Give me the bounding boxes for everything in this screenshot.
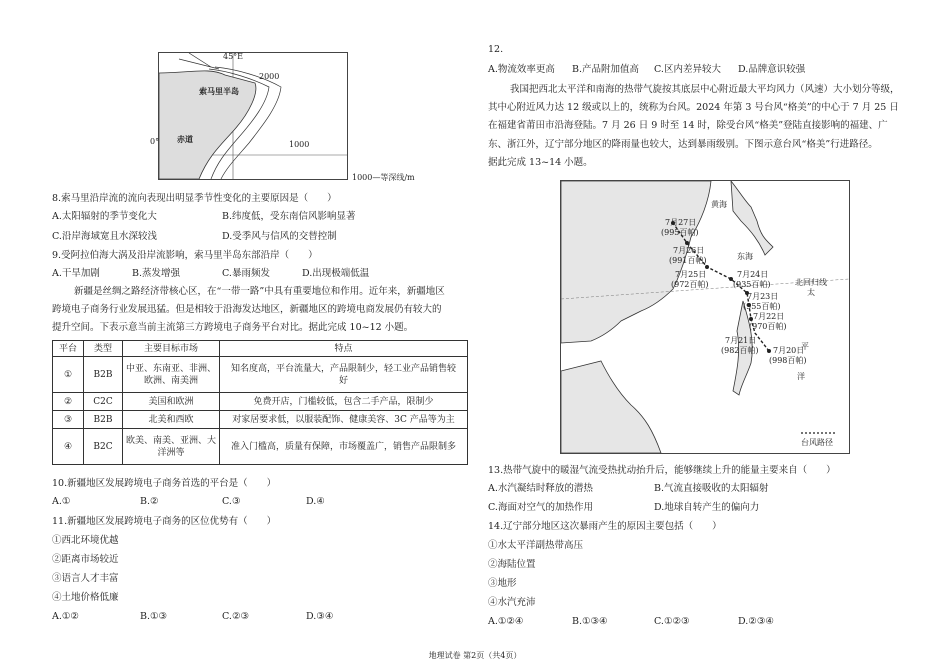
- q11-option-a[interactable]: A.①②: [52, 611, 79, 622]
- q14-option-a[interactable]: A.①②④: [488, 616, 524, 627]
- q11-option-b[interactable]: B.①③: [140, 611, 168, 622]
- q12-option-c[interactable]: C.区内差异较大: [654, 64, 721, 75]
- passage2-line3: 在福建省莆田市沿海登陆。7 月 26 日 9 时至 14 时，除受台风“格美”登陆直接影响的福建、广: [488, 120, 888, 131]
- q10-option-d[interactable]: D.④: [306, 496, 325, 507]
- korea-japan: [731, 181, 773, 255]
- row4-type: B2C: [84, 429, 123, 465]
- q9-option-d[interactable]: D.出现极端低温: [302, 268, 370, 279]
- header-type: 类型: [84, 341, 123, 357]
- label-0722: 7月22日: [753, 312, 785, 321]
- q10-option-c[interactable]: C.③: [222, 496, 241, 507]
- row1-feat-line2: 好: [338, 375, 348, 386]
- somali-map-svg: [159, 53, 347, 179]
- page-footer: 地理试卷 第2页（共4页）: [428, 651, 522, 660]
- table-row: [53, 411, 468, 429]
- header-market: 主要目标市场: [123, 341, 220, 357]
- q11-option-d[interactable]: D.③④: [306, 611, 334, 622]
- label-east-sea: 东海: [737, 252, 753, 261]
- row4-market-line2: 洋洲等: [157, 447, 185, 458]
- label-0721: 7月21日: [725, 336, 757, 345]
- q13-option-b[interactable]: B.气流直接吸收的太阳辐射: [654, 483, 769, 494]
- row1-market: [123, 357, 220, 393]
- pos-0720: [767, 349, 771, 353]
- q11-statement-3: ③语言人才丰富: [52, 573, 119, 584]
- indochina: [561, 361, 661, 453]
- label-0721-p: (982百帕): [721, 346, 759, 355]
- label-ocean-2: 平: [801, 342, 809, 351]
- row1-market-line2: 欧洲、南美洲: [143, 375, 198, 386]
- q14-statement-2: ②海陆位置: [488, 559, 536, 570]
- q14-statement-1: ①水太平洋副热带高压: [488, 540, 584, 551]
- row4-market-line1: 欧美、南美、亚洲、大: [126, 435, 217, 446]
- row3-type: B2B: [84, 411, 123, 429]
- q8-option-c[interactable]: C.沿岸海域宽且水深较浅: [52, 231, 157, 242]
- equator-label: 赤道: [177, 134, 193, 144]
- row2-id: ②: [53, 393, 84, 411]
- somali-current-map: [158, 52, 348, 180]
- q9-option-a[interactable]: A.干旱加剧: [52, 268, 100, 279]
- q8-option-b[interactable]: B.纬度低，受东南信风影响显著: [222, 211, 356, 222]
- row2-features: 免费开店，门槛较低，包含二手产品，限制少: [220, 393, 468, 411]
- q9-option-b[interactable]: B.蒸发增强: [132, 268, 181, 279]
- typhoon-path-map: [560, 180, 850, 454]
- label-0723: 7月23日: [747, 292, 779, 301]
- label-0725: 7月25日: [675, 270, 707, 279]
- row4-features: 准入门槛高，质量有保障，市场覆盖广，销售产品限制多: [220, 429, 468, 465]
- zero-degree-label: 0°: [150, 137, 160, 146]
- label-0725-p: (972百帕): [671, 280, 709, 289]
- passage1-line2: 跨境电子商务行业发展迅猛。但是相较于沿海发达地区，新疆地区的跨境电商发展仍有较大的: [52, 304, 442, 315]
- label-0726-p: (991百帕): [669, 256, 707, 265]
- q10-stem: 10.新疆地区发展跨境电子商务首选的平台是（ ）: [52, 478, 277, 489]
- q11-statement-1: ①西北环境优越: [52, 535, 119, 546]
- q10-option-b[interactable]: B.②: [140, 496, 159, 507]
- depth-1000-label: 1000: [289, 140, 310, 149]
- q8-stem: 8.索马里沿岸流的流向表现出明显季节性变化的主要原因是（ ）: [52, 193, 337, 204]
- row4-market: [123, 429, 220, 465]
- table-row: [53, 357, 468, 393]
- label-0720: 7月20日: [773, 346, 805, 355]
- q11-statement-2: ②距离市场较近: [52, 554, 119, 565]
- q14-statement-4: ④水汽充沛: [488, 597, 536, 608]
- label-tropic: 北回归线: [795, 278, 827, 287]
- label-0722-p: (970百帕): [749, 322, 787, 331]
- row2-market: 美国和欧洲: [123, 393, 220, 411]
- row1-id: ①: [53, 357, 84, 393]
- q9-stem: 9.受阿拉伯海大涡及沿岸流影响，索马里半岛东部沿岸（ ）: [52, 250, 318, 261]
- passage2-line5: 据此完成 13~14 小题。: [488, 157, 593, 168]
- label-0726: 7月26日: [673, 246, 705, 255]
- q12-option-b[interactable]: B.产品附加值高: [572, 64, 640, 75]
- label-0723-p: (955百帕): [743, 302, 781, 311]
- passage2-line4: 东、浙江外，辽宁部分地区的降雨量也较大，达到暴雨级别。下图示意台风“格美”行进路径。: [488, 139, 878, 150]
- q14-option-d[interactable]: D.②③④: [738, 616, 774, 627]
- q8-option-d[interactable]: D.受季风与信风的交替控制: [222, 231, 337, 242]
- row1-market-line1: 中亚、东南亚、非洲、: [126, 363, 217, 374]
- q8-option-a[interactable]: A.太阳辐射的季节变化大: [52, 211, 157, 222]
- table-header-row: [53, 341, 468, 357]
- q14-statement-3: ③地形: [488, 578, 517, 589]
- row1-type: B2B: [84, 357, 123, 393]
- q10-option-a[interactable]: A.①: [52, 496, 71, 507]
- row3-id: ③: [53, 411, 84, 429]
- passage1-line1: 新疆是丝绸之路经济带核心区，在“一带一路”中具有重要地位和作用。近年来，新疆地区: [74, 286, 445, 297]
- passage2-line2: 其中心附近风力达 12 级或以上的，统称为台风。2024 年第 3 号台风“格美”的中心于 7 月 25 日: [488, 102, 899, 113]
- gulf-lines: [179, 53, 219, 69]
- q11-option-c[interactable]: C.②③: [222, 611, 249, 622]
- depth-2000-label: 2000: [259, 72, 280, 81]
- q14-option-b[interactable]: B.①③④: [572, 616, 608, 627]
- longitude-label: 45°E: [223, 52, 244, 61]
- peninsula-label: 索马里半岛: [199, 86, 239, 96]
- q12-stem: 12.: [488, 44, 504, 55]
- q9-option-c[interactable]: C.暴雨频发: [222, 268, 270, 279]
- q13-option-c[interactable]: C.海面对空气的加热作用: [488, 502, 593, 513]
- label-yellow-sea: 黄海: [711, 200, 727, 209]
- row2-type: C2C: [84, 393, 123, 411]
- q13-option-a[interactable]: A.水汽凝结时释放的潜热: [488, 483, 593, 494]
- row4-id: ④: [53, 429, 84, 465]
- platform-table: [52, 340, 468, 465]
- header-features: 特点: [220, 341, 468, 357]
- passage1-line3: 提升空间。下表示意当前主流第三方跨境电子商务平台对比。据此完成 10~12 小题。: [52, 322, 414, 333]
- q11-statement-4: ④土地价格低廉: [52, 592, 119, 603]
- typhoon-map-svg: [561, 181, 849, 453]
- row3-features: 对家居要求低，以服装配饰、健康美容、3C 产品等为主: [220, 411, 468, 429]
- label-ocean-1: 太: [807, 288, 815, 297]
- q14-stem: 14.辽宁部分地区这次暴雨产生的原因主要包括（ ）: [488, 521, 722, 532]
- label-0727-p: (995百帕): [661, 228, 699, 237]
- row3-market: 北美和西欧: [123, 411, 220, 429]
- label-ocean-3: 洋: [797, 372, 805, 381]
- label-0727: 7月27日: [665, 218, 697, 227]
- q14-option-c[interactable]: C.①②③: [654, 616, 690, 627]
- row1-feat-line1: 知名度高，平台流量大，产品限制少，轻工业产品销售较: [230, 363, 456, 374]
- q11-stem: 11.新疆地区发展跨境电子商务的区位优势有（ ）: [52, 516, 277, 527]
- isobath-legend: 1000—等深线/m: [352, 173, 415, 182]
- q13-stem: 13.热带气旋中的暖湿气流受热扰动抬升后，能够继续上升的能量主要来自（ ）: [488, 465, 836, 476]
- table-row: [53, 393, 468, 411]
- row1-features: [220, 357, 468, 393]
- label-0724: 7月24日: [737, 270, 769, 279]
- label-0724-p: (935百帕): [733, 280, 771, 289]
- q12-option-d[interactable]: D.品牌意识较强: [738, 64, 806, 75]
- legend-label: 台风路径: [801, 438, 833, 447]
- label-0720-p: (998百帕): [769, 356, 807, 365]
- header-platform: 平台: [53, 341, 84, 357]
- q13-option-d[interactable]: D.地球自转产生的偏向力: [654, 502, 760, 513]
- passage2-line1: 我国把西北太平洋和南海的热带气旋按其底层中心附近最大平均风力（风速）大小划分等级，: [510, 84, 900, 95]
- table-row: [53, 429, 468, 465]
- q12-option-a[interactable]: A.物流效率更高: [488, 64, 555, 75]
